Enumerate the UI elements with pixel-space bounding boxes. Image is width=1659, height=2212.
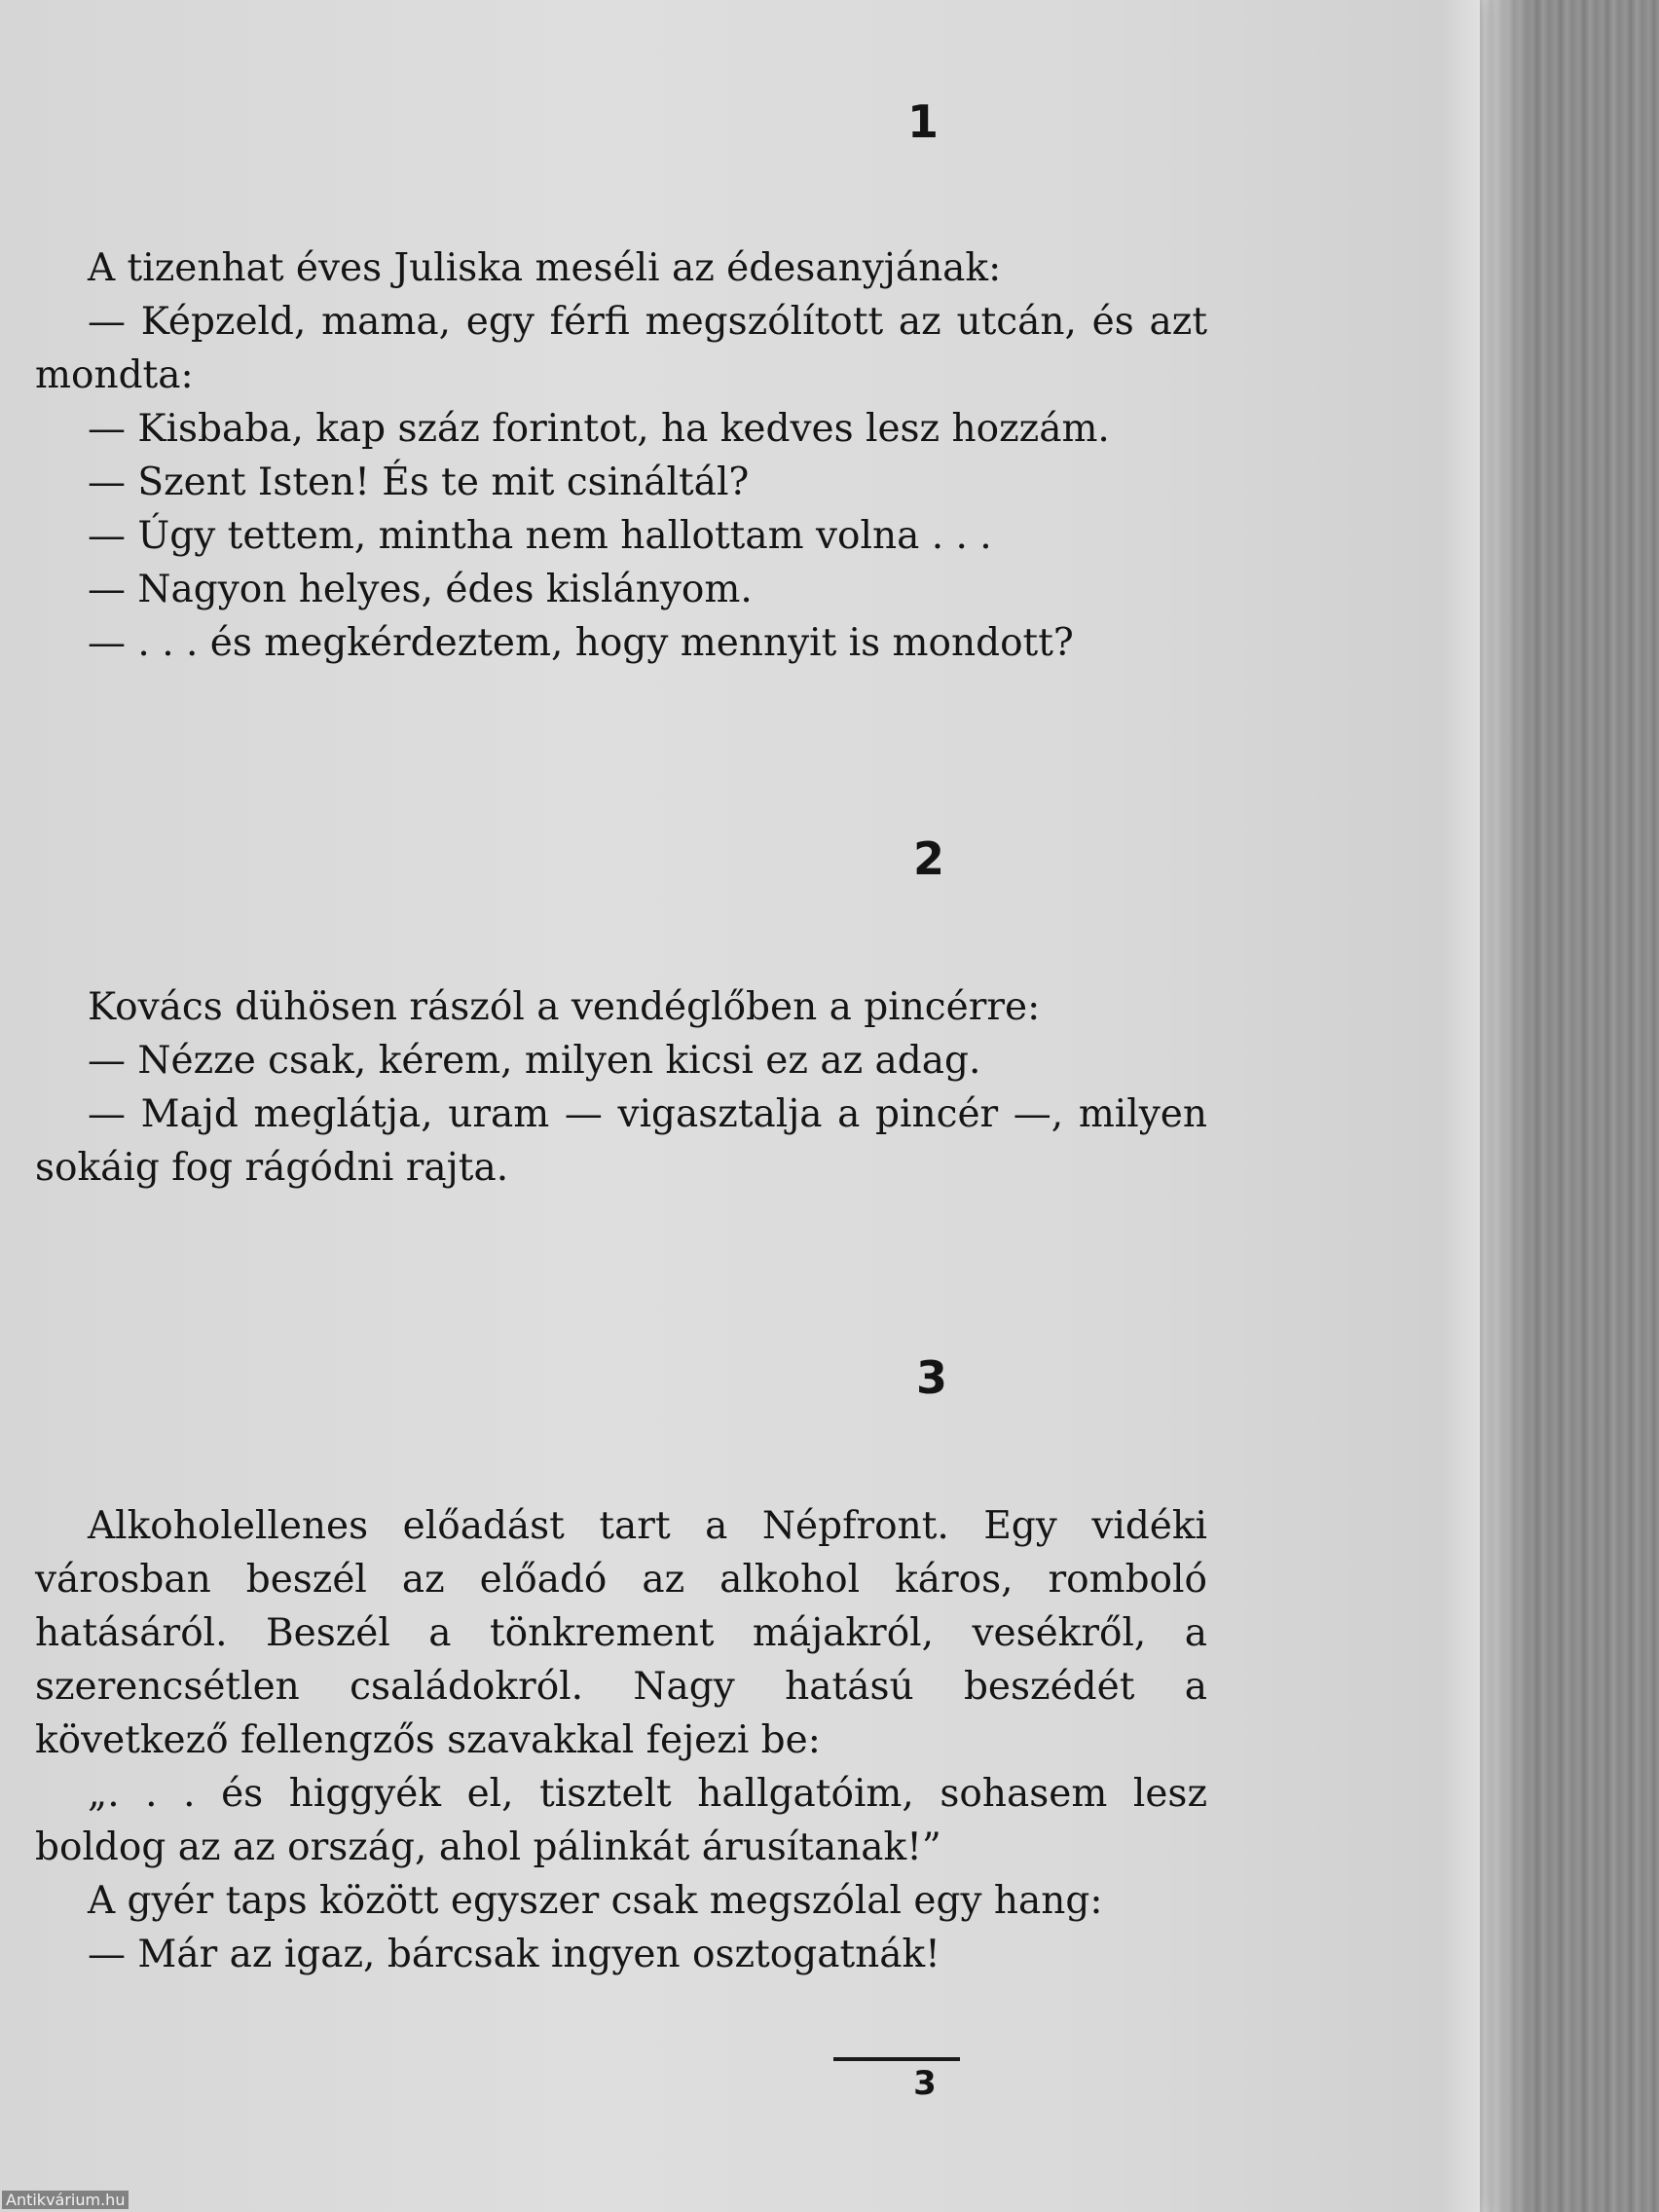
- story-1-paragraph: — Úgy tettem, mintha nem hallottam volna . . .: [88, 514, 992, 558]
- story-number-1: 1: [906, 95, 939, 148]
- story-1-paragraph: — . . . és megkérdeztem, hogy mennyit is mondott?: [88, 621, 1074, 665]
- story-2-paragraph: — Nézze csak, kérem, milyen kicsi ez az adag.: [88, 1039, 981, 1083]
- story-number-2: 2: [912, 832, 944, 885]
- story-1-paragraph: — Kisbaba, kap száz forintot, ha kedves lesz hozzám.: [88, 407, 1110, 451]
- story-1: [35, 241, 1207, 670]
- story-1-paragraph: — Szent Isten! És te mit csináltál?: [88, 461, 750, 504]
- watermark: Antikvárium.hu: [2, 2191, 129, 2209]
- story-2: [35, 980, 1207, 1195]
- story-1-paragraph: — Képzeld, mama, egy férfi megszólított az utcán, és azt mondta:: [35, 300, 1207, 397]
- story-3-paragraph: A gyér taps között egyszer csak megszólal egy hang:: [88, 1879, 1103, 1923]
- story-1-paragraph: — Nagyon helyes, édes kislányom.: [88, 568, 753, 611]
- story-3-paragraph: „. . . és higgyék el, tisztelt hallgatóim, sohasem lesz boldog az az ország, ahol pálinkát árusítanak!”: [35, 1772, 1207, 1869]
- story-2-paragraph: — Majd meglátja, uram — vigasztalja a pincér —, milyen sokáig fog rágódni rajta.: [35, 1092, 1207, 1190]
- story-2-paragraph: Kovács dühösen rászól a vendéglőben a pincérre:: [88, 985, 1041, 1029]
- page-edge-shading: [1441, 0, 1529, 2212]
- story-3-paragraph: Alkoholellenes előadást tart a Népfront. Egy vidéki városban beszél az előadó az alkohol káros, romboló hatásáról. Beszél a tönkrement májakról, vesékről, a szerencsétlen családokról. Nagy hatású beszédét a következő fellengzős szavakkal fejezi be:: [35, 1504, 1207, 1762]
- story-1-paragraph: A tizenhat éves Juliska meséli az édesanyjának:: [88, 246, 1002, 290]
- page-number: 3: [913, 2064, 937, 2103]
- footer-rule: [833, 2057, 960, 2061]
- story-number-3: 3: [915, 1351, 947, 1404]
- story-3: [35, 1499, 1207, 1981]
- story-3-paragraph: — Már az igaz, bárcsak ingyen osztogatnák!: [88, 1933, 940, 1976]
